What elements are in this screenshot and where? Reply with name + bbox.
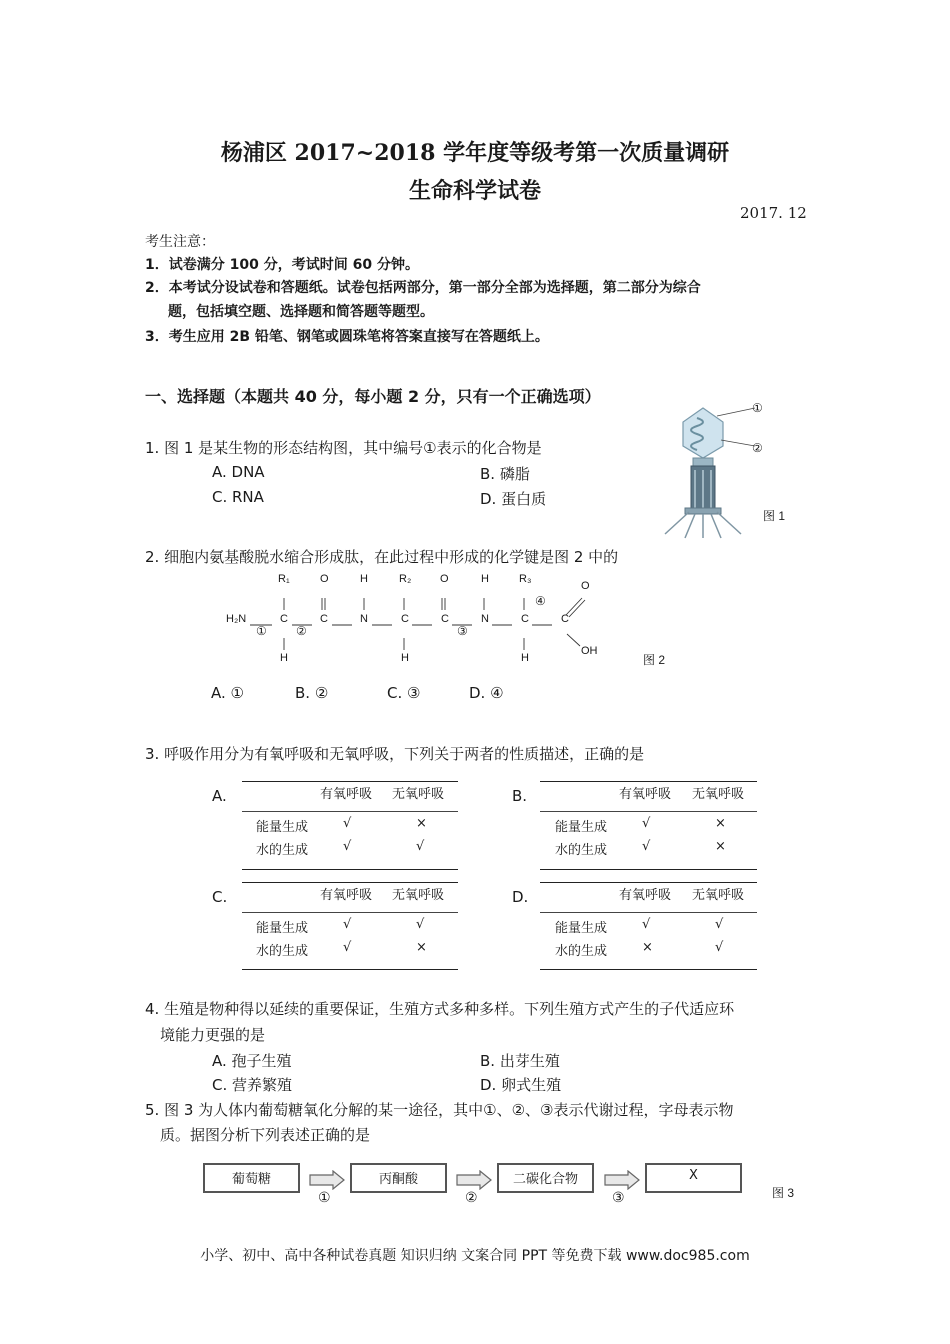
table-row-label: 水的生成 (555, 944, 608, 959)
table-row-label: 能量生成 (555, 820, 608, 835)
atom-h: H (401, 652, 409, 664)
table-cell: √ (642, 917, 651, 932)
table-rule (540, 969, 757, 970)
page-title: 杨浦区 2017~2018 学年度等级考第一次质量调研 (220, 140, 730, 166)
table-cell: √ (715, 940, 724, 955)
q1-option-c[interactable]: C. RNA (212, 488, 264, 506)
peptide-bonds (220, 570, 620, 670)
table-cell: √ (416, 917, 425, 932)
table-cell: √ (642, 839, 651, 854)
step-label-2: ② (465, 1189, 478, 1205)
q4-option-d[interactable]: D. 卵式生殖 (480, 1076, 562, 1094)
question-5-stem: 5. 图 3 为人体内葡萄糖氧化分解的某一途径，其中①、②、③表示代谢过程，字母表示物 (145, 1101, 734, 1119)
table-row-label: 水的生成 (555, 843, 608, 858)
q3-option-c-label[interactable]: C. (212, 888, 228, 906)
atom-c: C (320, 613, 328, 625)
hydroxyl-group: OH (581, 645, 598, 657)
notice-item: 3．考生应用 2B 铅笔、钢笔或圆珠笔将答案直接写在答题纸上。 (145, 329, 549, 345)
table-row-label: 能量生成 (256, 921, 309, 936)
table-rule (242, 811, 458, 812)
table-cell: √ (343, 917, 352, 932)
table-header: 无氧呼吸 (392, 888, 445, 903)
question-1-stem: 1. 图 1 是某生物的形态结构图，其中编号①表示的化合物是 (145, 439, 542, 457)
q2-option-b[interactable]: B. ② (295, 684, 329, 702)
table-cell: × (416, 816, 427, 831)
pathway-box-x (645, 1163, 742, 1193)
q4-option-c[interactable]: C. 营养繁殖 (212, 1076, 293, 1094)
q1-option-d[interactable]: D. 蛋白质 (480, 490, 547, 508)
arrow-right-icon (604, 1170, 640, 1190)
pointer-line-1 (717, 408, 755, 416)
fig2-caption: 图 2 (643, 653, 666, 667)
table-cell: × (715, 839, 726, 854)
notice-item: 题，包括填空题、选择题和简答题等题型。 (168, 304, 434, 320)
fig1-label-1: ① (752, 401, 763, 415)
box-label: 二碳化合物 (512, 1172, 578, 1187)
atom-n: N (360, 613, 368, 625)
question-4-stem: 4. 生殖是物种得以延续的重要保证，生殖方式多种多样。下列生殖方式产生的子代适应环 (145, 1000, 735, 1018)
table-header: 有氧呼吸 (320, 787, 373, 802)
table-header: 有氧呼吸 (320, 888, 373, 903)
table-rule (242, 969, 458, 970)
table-cell: × (642, 940, 653, 955)
table-cell: × (416, 940, 427, 955)
bond-label-1: ① (256, 624, 267, 638)
question-2-stem: 2. 细胞内氨基酸脱水缩合形成肽，在此过程中形成的化学键是图 2 中的 (145, 548, 619, 566)
atom-h: H (521, 652, 529, 664)
atom-o: O (440, 573, 449, 585)
pointer-line-2 (721, 440, 755, 446)
pathway-box-pyruvate (350, 1163, 447, 1193)
bond-label-2: ② (296, 624, 307, 638)
table-header: 有氧呼吸 (619, 888, 672, 903)
question-5-stem-cont: 质。据图分析下列表述正确的是 (160, 1126, 371, 1144)
question-4-stem-cont: 境能力更强的是 (160, 1026, 266, 1044)
table-header: 无氧呼吸 (692, 888, 745, 903)
bond-label-4: ④ (535, 594, 546, 608)
fig3-caption: 图 3 (772, 1186, 795, 1200)
footer-text: 小学、初中、高中各种试卷真题 知识归纳 文案合同 PPT 等免费下载 www.doc985.com (200, 1248, 750, 1264)
q2-option-d[interactable]: D. ④ (469, 684, 504, 702)
section-title: 一、选择题（本题共 40 分，每小题 2 分，只有一个正确选项） (145, 387, 601, 406)
notice-item: 1．试卷满分 100 分，考试时间 60 分钟。 (145, 257, 419, 273)
box-label: 丙酮酸 (378, 1172, 418, 1187)
group-r3: R₃ (519, 573, 532, 585)
table-rule (540, 811, 757, 812)
table-cell: √ (343, 940, 352, 955)
table-row-label: 水的生成 (256, 843, 309, 858)
amino-group: H₂N (226, 613, 247, 625)
table-rule (242, 869, 458, 870)
notice-item: 2．本考试分设试卷和答题纸。试卷包括两部分，第一部分全部为选择题，第二部分为综合 (145, 280, 701, 296)
q3-option-a-label[interactable]: A. (212, 787, 227, 805)
q2-option-c[interactable]: C. ③ (387, 684, 421, 702)
q3-option-d-label[interactable]: D. (512, 888, 529, 906)
page-subtitle: 生命科学试卷 (408, 178, 541, 204)
table-row-label: 能量生成 (555, 921, 608, 936)
q4-option-b[interactable]: B. 出芽生殖 (480, 1052, 560, 1070)
phage-tail (685, 458, 721, 514)
table-cell: √ (343, 816, 352, 831)
arrow-right-icon (309, 1170, 345, 1190)
box-label: X (689, 1168, 698, 1183)
table-rule (540, 912, 757, 913)
table-cell: √ (343, 839, 352, 854)
phage-head (683, 408, 723, 458)
atom-c: C (280, 613, 288, 625)
atom-h: H (360, 573, 368, 585)
atom-c: C (401, 613, 409, 625)
phage-tail-fibers (665, 512, 741, 538)
step-label-3: ③ (612, 1189, 625, 1205)
q1-option-b[interactable]: B. 磷脂 (480, 465, 530, 483)
atom-h: H (481, 573, 489, 585)
table-rule (540, 882, 757, 883)
q4-option-a[interactable]: A. 孢子生殖 (212, 1052, 292, 1070)
atom-c: C (441, 613, 449, 625)
atom-c: C (561, 613, 569, 625)
atom-o: O (320, 573, 329, 585)
pathway-box-glucose (203, 1163, 300, 1193)
box-label: 葡萄糖 (231, 1172, 271, 1187)
atom-n: N (481, 613, 489, 625)
table-header: 无氧呼吸 (392, 787, 445, 802)
fig1-label-2: ② (752, 441, 763, 455)
table-cell: √ (642, 816, 651, 831)
atom-c: C (521, 613, 529, 625)
table-rule (242, 781, 458, 782)
bond-label-3: ③ (457, 624, 468, 638)
group-r2: R₂ (399, 573, 412, 585)
arrow-right-icon (456, 1170, 492, 1190)
q2-option-a[interactable]: A. ① (211, 684, 244, 702)
table-row-label: 能量生成 (256, 820, 309, 835)
acid-oxygen: O (581, 580, 590, 592)
table-rule (540, 869, 757, 870)
table-cell: × (715, 816, 726, 831)
table-row-label: 水的生成 (256, 944, 309, 959)
pathway-box-two-carbon (497, 1163, 594, 1193)
table-rule (540, 781, 757, 782)
fig1-caption: 图 1 (763, 509, 786, 523)
table-cell: √ (416, 839, 425, 854)
table-header: 无氧呼吸 (692, 787, 745, 802)
table-rule (242, 912, 458, 913)
q1-option-a[interactable]: A. DNA (212, 463, 265, 481)
table-rule (242, 882, 458, 883)
notice-heading: 考生注意： (145, 234, 215, 250)
group-r1: R₁ (278, 573, 290, 585)
table-header: 有氧呼吸 (619, 787, 672, 802)
atom-h: H (280, 652, 288, 664)
exam-date: 2017. 12 (740, 204, 807, 222)
question-3-stem: 3. 呼吸作用分为有氧呼吸和无氧呼吸，下列关于两者的性质描述，正确的是 (145, 745, 645, 763)
step-label-1: ① (318, 1189, 331, 1205)
q3-option-b-label[interactable]: B. (512, 787, 528, 805)
table-cell: √ (715, 917, 724, 932)
